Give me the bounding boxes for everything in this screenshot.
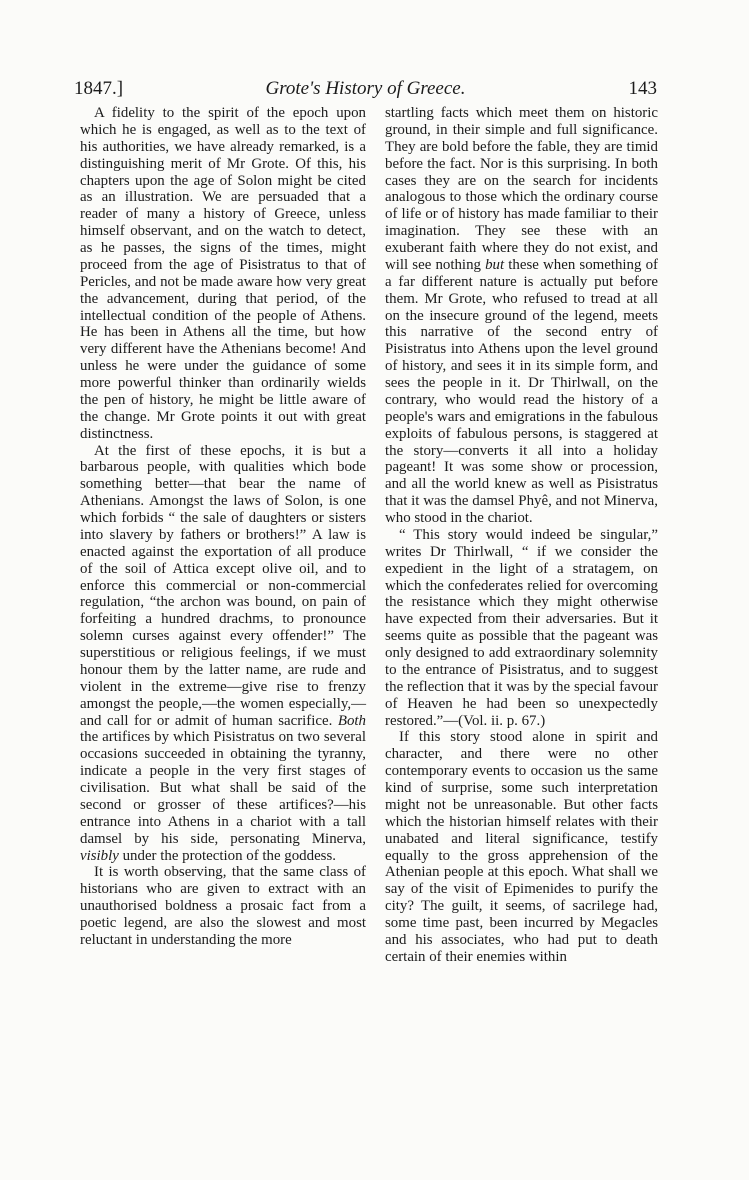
page-number: 143 [628,78,657,99]
running-title: Grote's History of Greece. [265,78,466,99]
paragraph: “ This story would indeed be singular,” writes Dr Thirlwall, “ if we consider the expedient in the light of a stratagem, on which the confederates relied for overcoming the resistance which they might otherwise have expected from their adversaries. But it seems quite as possible that the pageant was only designed to add extraordinary solemnity to the entrance of Pisistratus, and to suggest the reflection that it was by the special favour of Heaven he had been so unexpectedly restored.”—(Vol. ii. p. 67.) [385,526,658,729]
paragraph [80,443,366,865]
italic-text: visibly [80,847,119,864]
italic-text: Both [337,712,366,729]
header-year: 1847.] [74,78,124,99]
paragraph: A fidelity to the spirit of the epoch upon which he is engaged, as well as to the text of his authorities, we have already remarked, is a distinguishing merit of Mr Grote. Of this, his chapters upon the age of Solon might be cited as an illustration. We are persuaded that a reader of many a history of Greece, unless himself observant, and on the watch to detect, as he passes, the signs of the times, might proceed from the age of Pisistratus to that of Pericles, and not be made aware how very great the advancement, during that period, of the intellectual condition of the people of Athens. He has been in Athens all the time, but how very different have the Athenians become! And unless he were under the guidance of some more powerful thinker than ordinarily wields the pen of history, he might be little aware of the change. Mr Grote points it out with great distinctness. [80,105,366,442]
paragraph-text: the artifices by which Pisistratus on two several occasions succeeded in obtaining the tyranny, indicate a people in the very first stages of civilisation. But what shall be said of the second or grosser of these artifices?—his entrance into Athens in a chariot with a tall damsel by his side, personating Minerva, [80,729,366,847]
paragraph-text: At the first of these epochs, it is but a barbarous people, with qualities which bode something better—that bear the name of Athenians. Amongst the laws of Solon, is one which forbids “ the sale of daughters or sisters into slavery by fathers or brothers!” A law is enacted against the exportation of all produce of the soil of Attica except olive oil, and to enforce this commercial or non-commercial regulation, “the archon was bound, on pain of forfeiting a hundred drachms, to pronounce solemn curses against every offender!” The superstitious or religious feelings, if we must honour them by the latter name, are rude and violent in the extreme—give rise to frenzy amongst the people,—the women especially,— and call for or admit of human sacrifice. [80,442,366,729]
paragraph: If this story stood alone in spirit and character, and there were no other contemporary events to occasion us the same kind of surprise, some such interpretation might not be unreasonable. But other facts which the historian himself relates with their unabated and literal significance, testify equally to the gross apprehension of the Athenian people at this epoch. What shall we say of the visit of Epimenides to purify the city? The guilt, it seems, of sacrilege had, some time past, been incurred by Megacles and his associates, who had put to death certain of their enemies within [385,729,658,965]
paragraph: It is worth observing, that the same class of historians who are given to extract with an unauthorised boldness a prosaic fact from a poetic legend, are also the slowest and most reluctant in understanding the more [80,864,366,948]
paragraph-text: these when something of a far different nature is actually put before them. Mr Grote, who refused to tread at all on the insecure ground of the legend, meets this narrative of the second entry of Pisistratus into Athens upon the level ground of history, and sees it in its simple form, and sees the people in it. Dr Thirlwall, on the contrary, who would read the history of a people's wars and emigrations in the fabulous exploits of fabulous persons, is staggered at the story—converts it all into a holiday pageant! It was some show or procession, and all the world knew as well as Pisistratus that it was the damsel Phyê, and not Minerva, who stood in the chariot. [385,256,658,526]
paragraph [385,105,658,527]
running-header [74,78,657,104]
paragraph-text: startling facts which meet them on historic ground, in their simple and full significance. They are bold before the fable, they are timid before the fact. Nor is this surprising. In both cases they are on the search for incidents analogous to those which the ordinary course of life or of history has made familiar to their imagination. They see these with an exuberant faith where they do not exist, and will see nothing [385,105,658,273]
italic-text: but [485,256,505,273]
paragraph-text: under the protection of the goddess. [122,847,336,864]
right-column [385,105,658,966]
left-column [80,105,366,949]
